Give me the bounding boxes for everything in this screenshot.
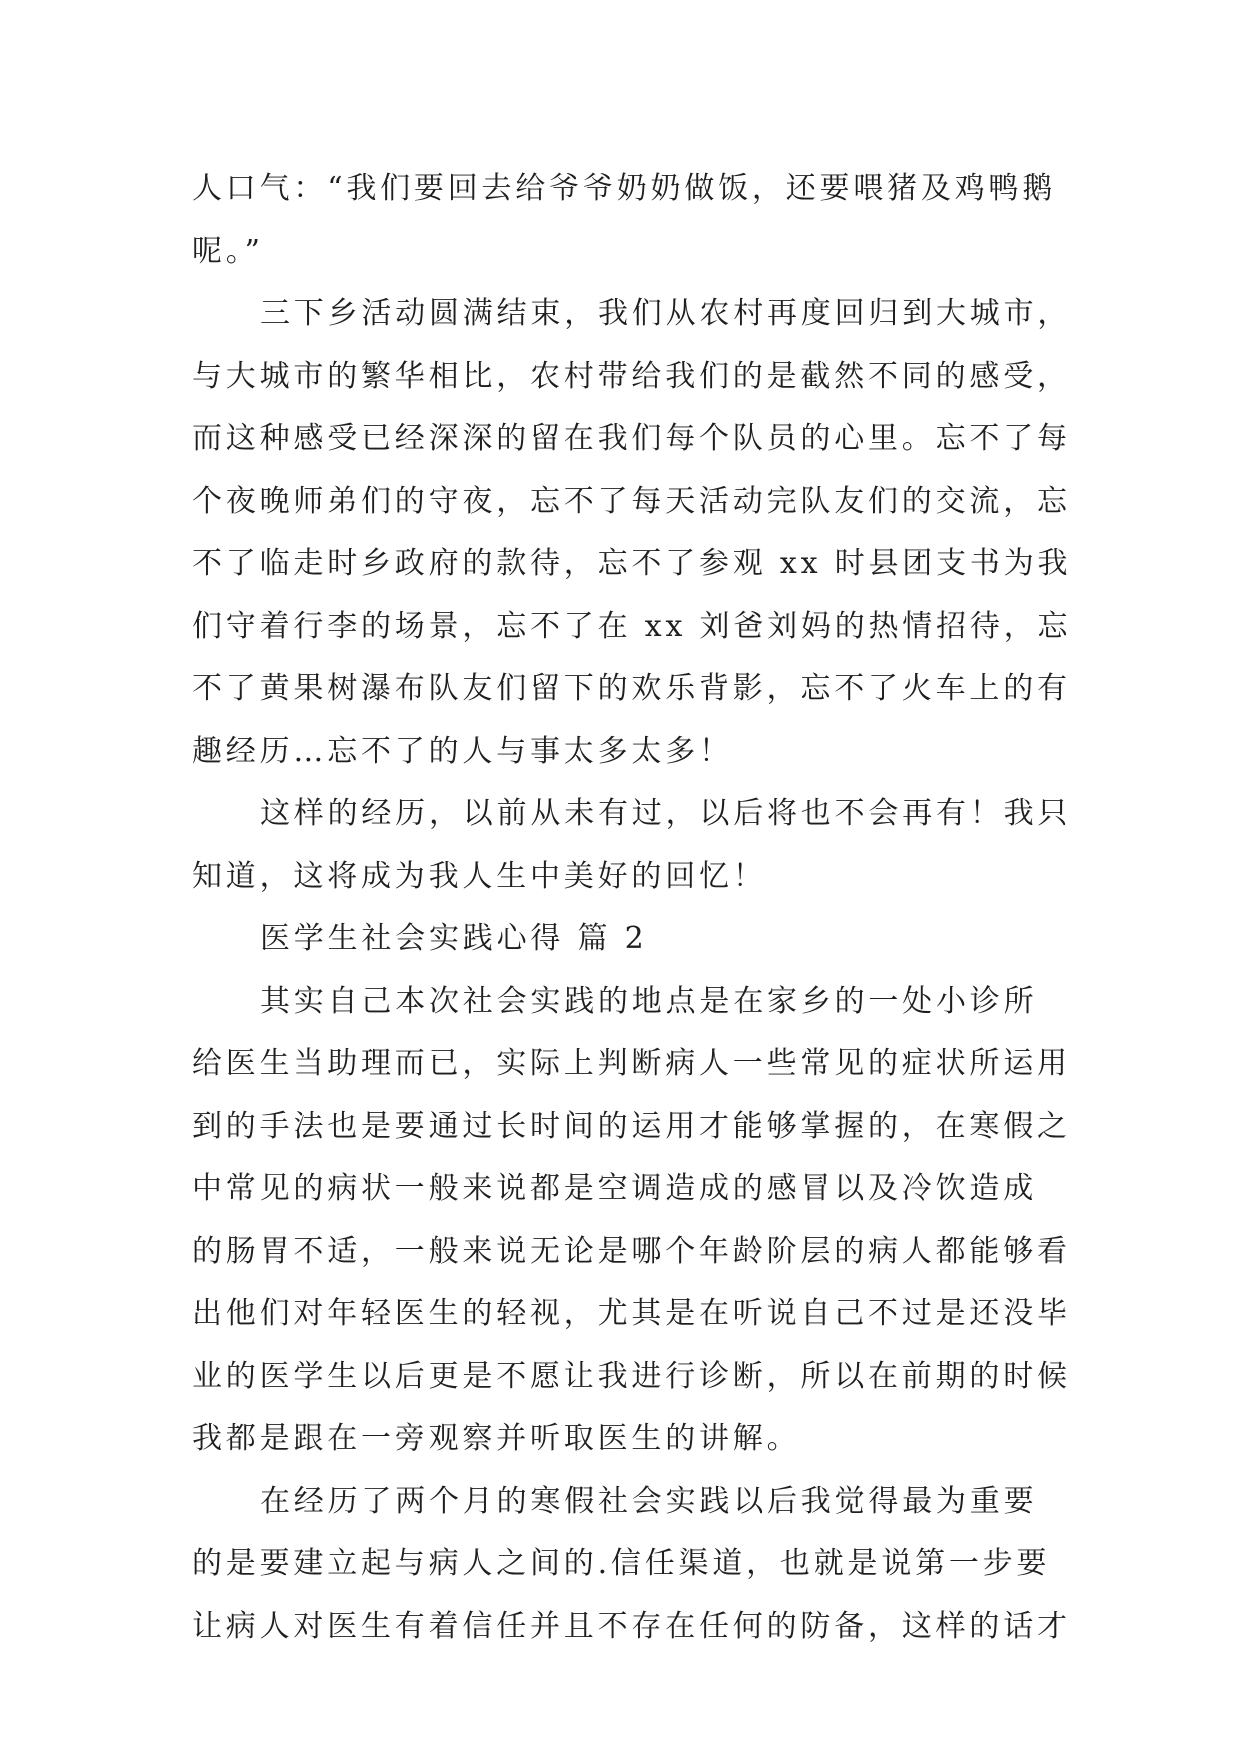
text-line: 而这种感受已经深深的留在我们每个队员的心里。忘不了每 (192, 421, 1071, 456)
section-heading: 医学生社会实践心得 篇 2 (260, 921, 648, 956)
paragraph-start-line: 在经历了两个月的寒假社会实践以后我觉得最为重要 (260, 1483, 1038, 1519)
text-line: 与大城市的繁华相比，农村带给我们的是截然不同的感受， (192, 358, 1071, 394)
text-line: 呢。” (192, 233, 264, 269)
text-line: 到的手法也是要通过长时间的运用才能够掌握的，在寒假之 (192, 1108, 1071, 1144)
text-line: 给医生当助理而已，实际上判断病人一些常见的症状所运用 (192, 1046, 1071, 1081)
text-line: 不了临走时乡政府的款待，忘不了参观 xx 时县团支书为我 (192, 546, 1072, 581)
paragraph-start-line: 其实自己本次社会实践的地点是在家乡的一处小诊所 (260, 983, 1038, 1019)
text-line: 的是要建立起与病人之间的.信任渠道，也就是说第一步要 (192, 1546, 1051, 1581)
text-line: 们守着行李的场景，忘不了在 xx 刘爸刘妈的热情招待，忘 (192, 608, 1072, 644)
paragraph-start-line: 这样的经历，以前从未有过，以后将也不会再有！我只 (260, 796, 1072, 831)
paragraph-start-line: 三下乡活动圆满结束，我们从农村再度回归到大城市， (260, 296, 1072, 331)
text-line: 出他们对年轻医生的轻视，尤其是在听说自己不过是还没毕 (192, 1296, 1071, 1331)
text-line: 中常见的病状一般来说都是空调造成的感冒以及冷饮造成 (192, 1171, 1037, 1206)
text-line: 人口气：“我们要回去给爷爷奶奶做饭，还要喂猪及鸡鸭鹅 (192, 171, 1057, 206)
text-line: 的肠胃不适，一般来说无论是哪个年龄阶层的病人都能够看 (192, 1233, 1071, 1269)
text-line: 我都是跟在一旁观察并听取医生的讲解。 (192, 1421, 801, 1456)
text-line: 趣经历…忘不了的人与事太多太多！ (192, 733, 733, 769)
text-line: 个夜晚师弟们的守夜，忘不了每天活动完队友们的交流，忘 (192, 483, 1071, 519)
text-line: 让病人对医生有着信任并且不存在任何的防备，这样的话才 (192, 1608, 1071, 1644)
document-body (192, 158, 1072, 1658)
text-line: 业的医学生以后更是不愿让我进行诊断，所以在前期的时候 (192, 1358, 1071, 1394)
text-line: 知道，这将成为我人生中美好的回忆！ (192, 858, 767, 894)
text-line: 不了黄果树瀑布队友们留下的欢乐背影，忘不了火车上的有 (192, 671, 1071, 706)
